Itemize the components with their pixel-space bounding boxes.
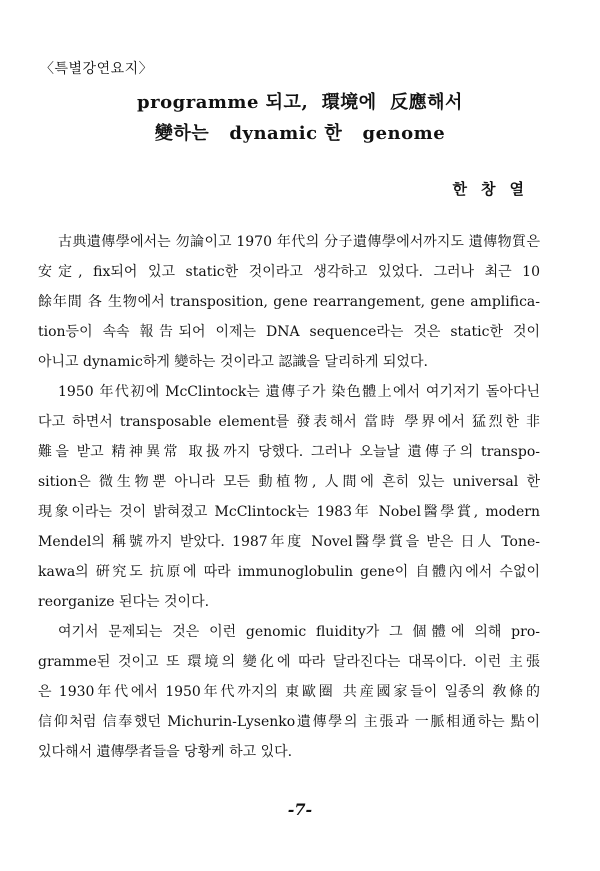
body-line: 은 1930年代에서 1950年代까지의 東歐圈 共産國家들이 일종의 敎條的 (38, 684, 540, 700)
body-line: sition은 微生物뿐 아니라 모든 動植物, 人間에 흔히 있는 universal 한 (38, 474, 540, 490)
body-line: 아니고 dynamic하게 變하는 것이라고 認識을 달리하게 되었다. (38, 354, 428, 370)
body-line: 難을 받고 精神異常 取扱까지 당했다. 그러나 오늘날 遺傳子의 transpo- (38, 444, 540, 460)
title-line-2: 變하는 dynamic 한 genome (154, 123, 446, 144)
author-name: 한창열 (452, 180, 538, 198)
body-line: 다고 하면서 transposable element를 發表해서 當時 學界에서 猛烈한 非 (38, 414, 540, 430)
body-line: 있다해서 遺傳學者들을 당황케 하고 있다. (38, 744, 293, 760)
body-line: 現象이라는 것이 밝혀졌고 McClintock는 1983年 Nobel醫學賞, modern (38, 504, 540, 520)
body-line: 古典遺傳學에서는 勿論이고 1970 年代의 分子遺傳學에서까지도 遺傳物質은 (58, 234, 540, 250)
body-line: 여기서 문제되는 것은 이런 genomic fluidity가 그 個體에 의해 pro- (58, 624, 540, 640)
body-line: gramme된 것이고 또 環境의 變化에 따라 달라진다는 대목이다. 이런 主張 (38, 654, 540, 670)
body-line: reorganize 된다는 것이다. (38, 594, 210, 610)
title-line-1: programme 되고, 環境에 反應해서 (137, 92, 463, 113)
body-line: kawa의 硏究도 抗原에 따라 immunoglobulin gene이 自體內에서 수없이 (38, 564, 540, 580)
section-label: 〈특별강연요지〉 (40, 61, 154, 77)
body-line: 餘年間 各 生物에서 transposition, gene rearrangement, gene amplifica- (38, 294, 540, 310)
body-line: Mendel의 稱號까지 받았다. 1987年度 Novel醫學賞을 받은 日人 Tone- (38, 534, 540, 550)
body-line: 信仰처럼 信奉했던 Michurin-Lysenko遺傳學의 主張과 一脈相通하는 點이 (38, 714, 540, 730)
body-line: tion등이 속속 報告되어 이제는 DNA sequence라는 것은 static한 것이 (38, 324, 540, 340)
body-line: 1950 年代初에 McClintock는 遺傳子가 染色體上에서 여기저기 돌아다닌 (58, 384, 540, 400)
body-line: 安定, fix되어 있고 static한 것이라고 생각하고 있었다. 그러나 최근 10 (38, 264, 540, 280)
page-number: -7- (287, 800, 313, 819)
